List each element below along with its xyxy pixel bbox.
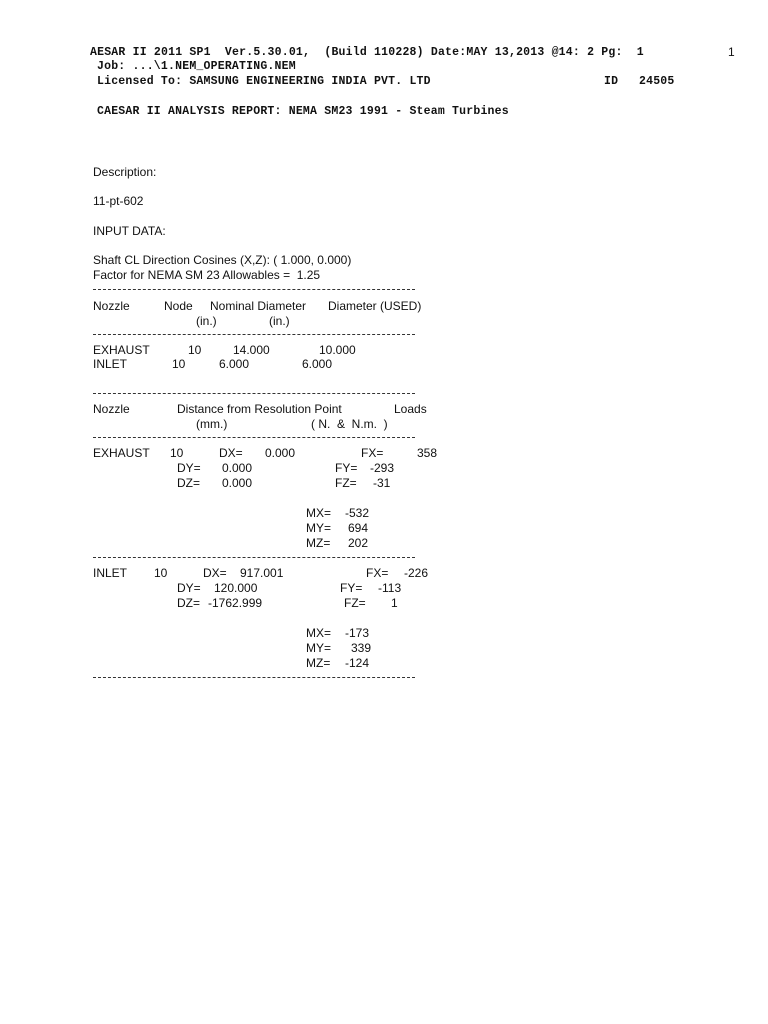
nozzle-row-0-used: 10.000: [319, 343, 356, 357]
unit-used: (in.): [269, 314, 290, 328]
loads-unit-loads: ( N. & N.m. ): [311, 417, 388, 431]
divider: [93, 393, 415, 394]
id-value: 24505: [639, 75, 675, 88]
label-mx: MX=: [306, 506, 332, 520]
divider: [93, 334, 415, 335]
label-dy: DY=: [177, 461, 201, 475]
label-fx: FX=: [366, 566, 389, 580]
nozzle-row-1-name: INLET: [93, 357, 128, 371]
unit-nominal: (in.): [196, 314, 217, 328]
label-dx: DX=: [203, 566, 227, 580]
job-line: Job: ...\1.NEM_OPERATING.NEM: [97, 60, 296, 73]
label-fy: FY=: [340, 581, 363, 595]
loads-row-1-fx: -226: [404, 566, 429, 580]
label-mz: MZ=: [306, 656, 331, 670]
loads-row-1-node: 10: [154, 566, 168, 580]
loads-row-0-my: 694: [348, 521, 369, 535]
loads-unit-distance: (mm.): [196, 417, 228, 431]
label-fz: FZ=: [344, 596, 366, 610]
nozzle-row-1-used: 6.000: [302, 357, 333, 371]
nozzle-row-0-name: EXHAUST: [93, 343, 150, 357]
header-diameter-used: Diameter (USED): [328, 299, 422, 313]
loads-row-1-fz: 1: [391, 596, 398, 610]
report-title: CAESAR II ANALYSIS REPORT: NEMA SM23 1991 - Steam Turbines: [97, 105, 509, 118]
label-my: MY=: [306, 521, 332, 535]
divider: [93, 437, 415, 438]
loads-row-1-mx: -173: [345, 626, 370, 640]
nozzle-row-0-node: 10: [188, 343, 202, 357]
nozzle-row-1-nominal: 6.000: [219, 357, 250, 371]
loads-row-1-dz: -1762.999: [208, 596, 263, 610]
loads-row-1-nozzle: INLET: [93, 566, 128, 580]
loads-row-1-my: 339: [351, 641, 372, 655]
label-dy: DY=: [177, 581, 201, 595]
description-value: 11-pt-602: [93, 194, 144, 208]
loads-row-0-dx: 0.000: [265, 446, 296, 460]
loads-row-0-nozzle: EXHAUST: [93, 446, 150, 460]
loads-row-0-mz: 202: [348, 536, 369, 550]
loads-row-1-dx: 917.001: [240, 566, 284, 580]
loads-header-nozzle: Nozzle: [93, 402, 130, 416]
label-dx: DX=: [219, 446, 243, 460]
loads-row-0-fz: -31: [373, 476, 391, 490]
program-version-line: AESAR II 2011 SP1 Ver.5.30.01, (Build 110228) Date:MAY 13,2013 @14: 2 Pg: 1: [90, 46, 644, 59]
input-data-label: INPUT DATA:: [93, 224, 166, 238]
loads-row-0-fx: 358: [417, 446, 438, 460]
description-label: Description:: [93, 165, 157, 179]
shaft-direction-line: Shaft CL Direction Cosines (X,Z): ( 1.000, 0.000): [93, 253, 352, 267]
label-mz: MZ=: [306, 536, 331, 550]
page-number: 1: [728, 45, 735, 59]
loads-row-1-dy: 120.000: [214, 581, 258, 595]
loads-header-loads: Loads: [394, 402, 427, 416]
label-my: MY=: [306, 641, 332, 655]
nozzle-row-1-node: 10: [172, 357, 186, 371]
header-nominal-diameter: Nominal Diameter: [210, 299, 307, 313]
loads-header-distance: Distance from Resolution Point: [177, 402, 342, 416]
header-nozzle: Nozzle: [93, 299, 130, 313]
label-fx: FX=: [361, 446, 384, 460]
loads-row-0-dz: 0.000: [222, 476, 253, 490]
label-fz: FZ=: [335, 476, 357, 490]
loads-row-0-fy: -293: [370, 461, 395, 475]
factor-line: Factor for NEMA SM 23 Allowables = 1.25: [93, 268, 321, 282]
loads-row-0-mx: -532: [345, 506, 370, 520]
loads-row-1-mz: -124: [345, 656, 370, 670]
loads-row-1-fy: -113: [378, 581, 402, 595]
nozzle-row-0-nominal: 14.000: [233, 343, 270, 357]
header-node: Node: [164, 299, 193, 313]
divider: [93, 289, 415, 290]
loads-row-0-dy: 0.000: [222, 461, 253, 475]
divider: [93, 557, 415, 558]
divider: [93, 677, 415, 678]
loads-row-0-node: 10: [170, 446, 184, 460]
id-label: ID: [604, 75, 619, 88]
license-line: Licensed To: SAMSUNG ENGINEERING INDIA PVT. LTD: [97, 75, 431, 88]
label-fy: FY=: [335, 461, 358, 475]
label-dz: DZ=: [177, 596, 201, 610]
label-dz: DZ=: [177, 476, 201, 490]
label-mx: MX=: [306, 626, 332, 640]
